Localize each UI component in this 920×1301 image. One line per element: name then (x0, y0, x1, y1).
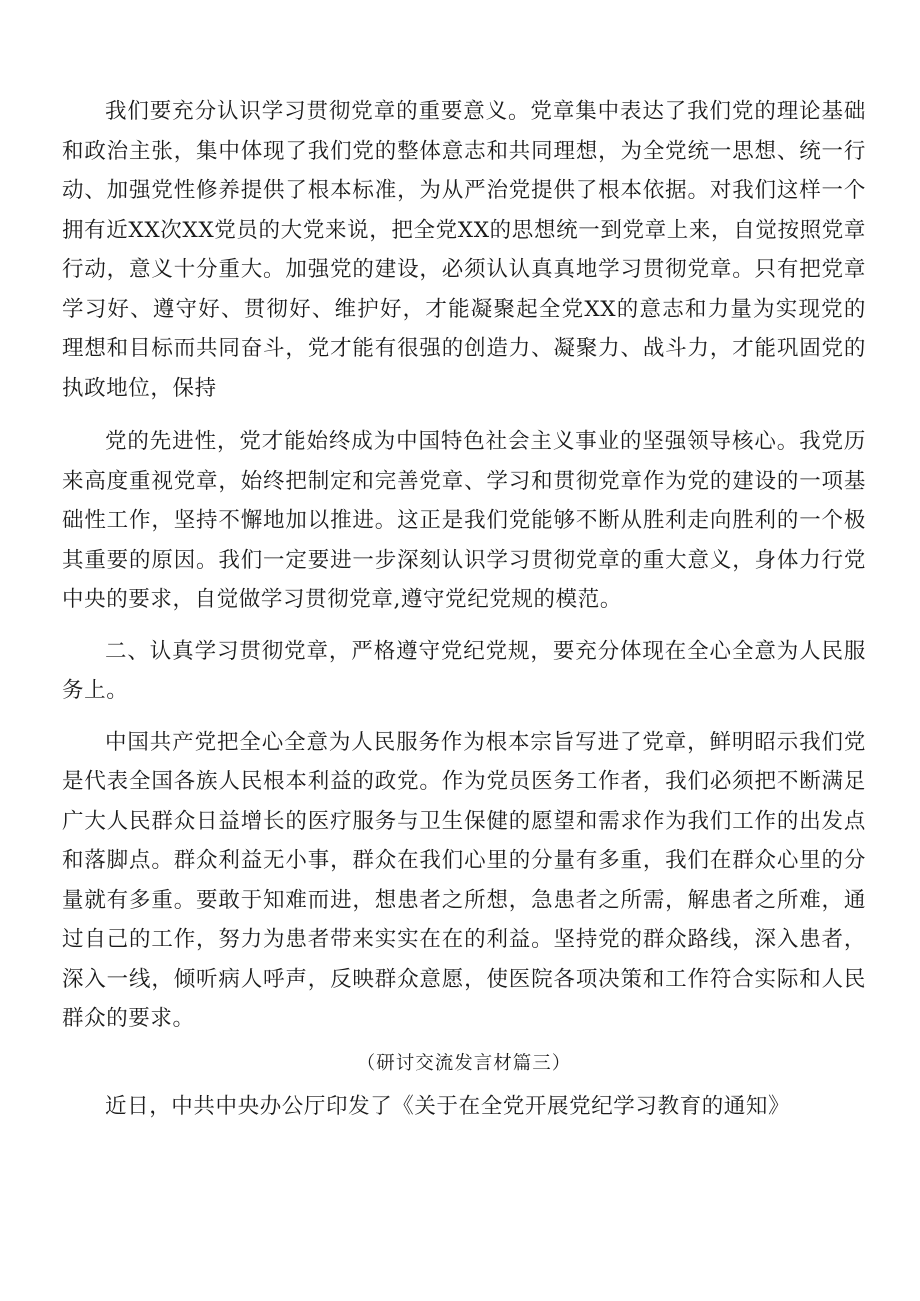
paragraph-party-advanced-nature: 党的先进性，党才能始终成为中国特色社会主义事业的坚强领导核心。我党历来高度重视党章，始终把制定和完善党章、学习和贯彻党章作为党的建设的一项基础性工作，坚持不懈地加以推进。这正是我们党能够不断从胜利走向胜利的一个极其重要的原因。我们一定要进一步深刻认识学习贯彻党章的重大意义，身体力行党中央的要求，自觉做学习贯彻党章,遵守党纪党规的模范。 (62, 429, 866, 612)
section-heading: （研讨交流发言材篇三） (356, 1052, 572, 1074)
paragraph-significance-of-party-constitution: 我们要充分认识学习贯彻党章的重要意义。党章集中表达了我们党的理论基础和政治主张，集中体现了我们党的整体意志和共同理想，为全党统一思想、统一行动、加强党性修养提供了根本标准，为从严治党提供了根本依据。对我们这样一个拥有近XX次XX党员的大党来说，把全党XX的思想统一到党章上来，自觉按照党章行动，意义十分重大。加强党的建设，必须认认真真地学习贯彻党章。只有把党章学习好、遵守好、贯彻好、维护好，才能凝聚起全党XX的意志和力量为实现党的理想和目标而共同奋斗，党才能有很强的创造力、凝聚力、战斗力，才能巩固党的执政地位，保持 (62, 99, 866, 401)
paragraph-serve-the-people: 中国共产党把全心全意为人民服务作为根本宗旨写进了党章，鲜明昭示我们党是代表全国各族人民根本利益的政党。作为党员医务工作者，我们必须把不断满足广大人民群众日益增长的医疗服务与卫生保健的愿望和需求作为我们工作的出发点和落脚点。群众利益无小事，群众在我们心里的分量有多重，我们在群众心里的分量就有多重。要敢于知难而进，想患者之所想，急患者之所需，解患者之所难，通过自己的工作，努力为患者带来实实在在的利益。坚持党的群众路线，深入患者，深入一线，倾听病人呼声，反映群众意愿，使医院各项决策和工作符合实际和人民群众的要求。 (62, 729, 866, 1031)
document-page (62, 92, 866, 1126)
paragraph-closing: 近日，中共中央办公厅印发了《关于在全党开展党纪学习教育的通知》 (105, 1093, 791, 1119)
paragraph-section-two-title: 二、认真学习贯彻党章，严格遵守党纪党规，要充分体现在全心全意为人民服务上。 (62, 638, 866, 703)
